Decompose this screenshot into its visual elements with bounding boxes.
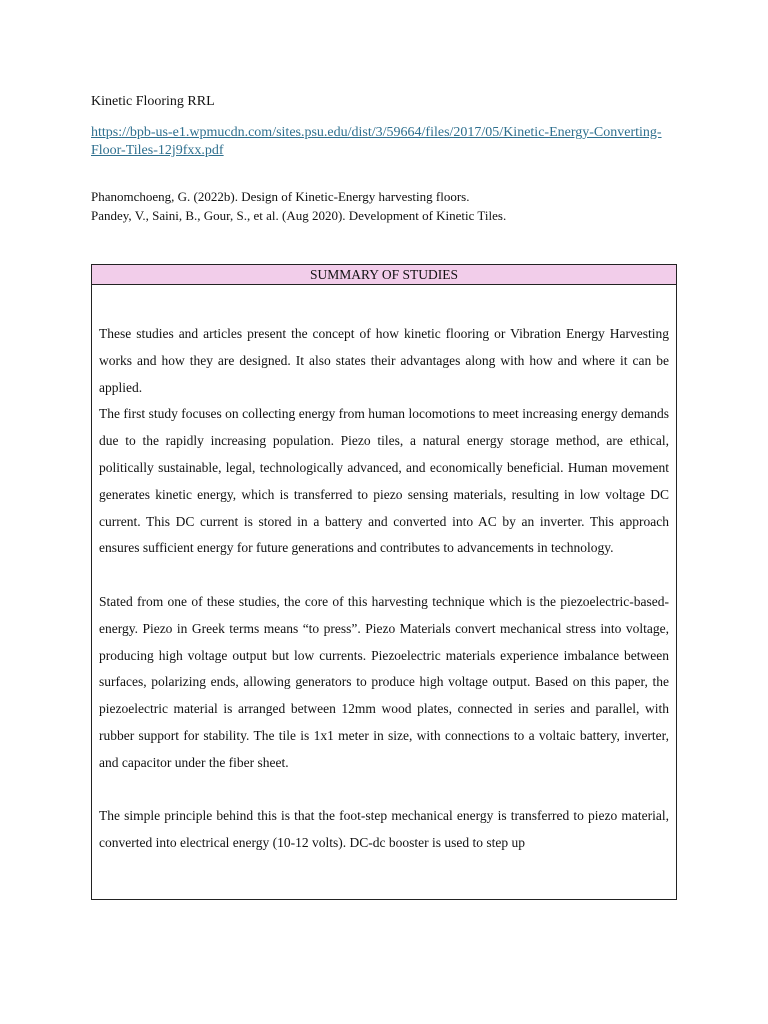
reference-item: Pandey, V., Saini, B., Gour, S., et al. (Aug 2020). Development of Kinetic Tiles.: [91, 208, 507, 223]
references-list: [91, 187, 691, 225]
reference-item: Phanomchoeng, G. (2022b). Design of Kinetic-Energy harvesting floors.: [91, 189, 470, 204]
summary-paragraph: These studies and articles present the concept of how kinetic flooring or Vibration Energy Harvesting works and how they are designed. It also states their advantages along with how and where it can be applied.: [99, 326, 669, 395]
summary-body: [92, 285, 676, 857]
summary-paragraph: The first study focuses on collecting energy from human locomotions to meet increasing energy demands due to the rapidly increasing population. Piezo tiles, a natural energy storage method, are ethical, politically sustainable, legal, technologically advanced, and economically beneficial. Human movement generates kinetic energy, which is transferred to piezo sensing materials, resulting in low voltage DC current. This DC current is stored in a battery and converted into AC by an inverter. This approach ensures sufficient energy for future generations and contributes to advancements in technology.: [99, 406, 669, 556]
document-title: Kinetic Flooring RRL: [91, 94, 215, 109]
summary-paragraph: The simple principle behind this is that the foot-step mechanical energy is transferred to piezo material, converted into electrical energy (10-12 volts). DC-dc booster is used to step up: [99, 808, 669, 851]
summary-paragraph: Stated from one of these studies, the core of this harvesting technique which is the piezoelectric-based-energy. Piezo in Greek terms means “to press”. Piezo Materials convert mechanical stress into voltage, producing high voltage output but low currents. Piezoelectric materials experience imbalance between surfaces, polarizing ends, allowing generators to produce high voltage output. Based on this paper, the piezoelectric material is arranged between 12mm wood plates, connected in series and parallel, with rubber support for stability. The tile is 1x1 meter in size, with connections to a voltaic battery, inverter, and capacitor under the fiber sheet.: [99, 593, 669, 770]
summary-table: [91, 264, 677, 900]
source-link[interactable]: https://bpb-us-e1.wpmucdn.com/sites.psu.edu/dist/3/59664/files/2017/05/Kinetic-Energy-Converting-Floor-Tiles-12j9fxx.pdf: [91, 125, 662, 158]
summary-header: SUMMARY OF STUDIES: [92, 265, 676, 285]
